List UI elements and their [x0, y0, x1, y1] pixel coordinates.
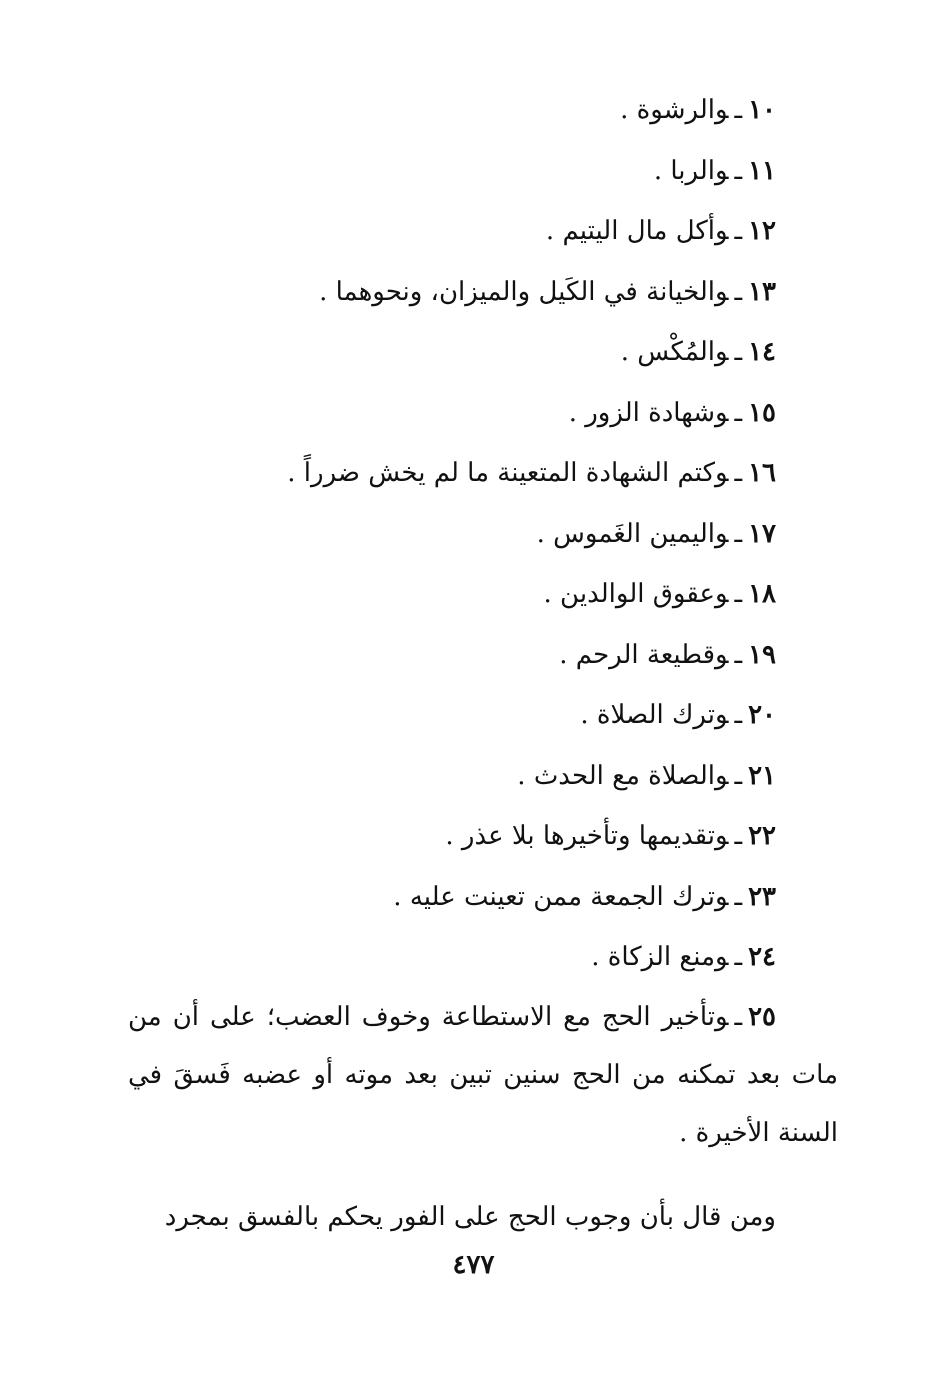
item-dash: ـ [734, 155, 743, 186]
item-number: ٢١ [748, 760, 776, 791]
list-item [128, 625, 838, 686]
list-item [128, 262, 838, 323]
item-dash: ـ [734, 458, 743, 488]
item-number: ١٨ [748, 579, 776, 609]
item-number: ٢٤ [748, 942, 776, 972]
item-text: وقطيعة الرحم . [559, 639, 729, 670]
item-text: وأكل مال اليتيم . [545, 216, 729, 246]
list-item [128, 564, 838, 625]
list-item [128, 927, 838, 988]
item-number: ١٤ [748, 337, 776, 367]
item-dash: ـ [734, 639, 743, 670]
list-item [128, 806, 838, 867]
item-number: ١٠ [748, 95, 776, 125]
list-item [128, 867, 838, 928]
list-item [128, 201, 838, 262]
item-dash: ـ [734, 700, 743, 730]
item-dash: ـ [734, 1001, 743, 1032]
item-number: ١٥ [748, 397, 776, 428]
page-number: ٤٧٧ [452, 1250, 495, 1280]
item-text: وتأخير الحج مع الاستطاعة وخوف العضب؛ على أن من مات بعد تمكنه من الحج سنين تبين بعد موته أو عضبه فَسقَ في السنة الأخيرة . [128, 1001, 838, 1148]
item-number: ٢٠ [748, 700, 776, 730]
item-number: ١٦ [748, 458, 776, 488]
item-text: وتقديمها وتأخيرها بلا عذر . [445, 821, 729, 851]
item-number: ١٩ [748, 639, 776, 670]
list-item [128, 80, 838, 141]
item-dash: ـ [734, 760, 743, 791]
page-body [128, 80, 838, 1272]
item-dash: ـ [734, 397, 743, 428]
item-dash: ـ [734, 942, 743, 972]
item-dash: ـ [734, 216, 743, 246]
item-number: ٢٢ [748, 821, 776, 851]
list-item [128, 685, 838, 746]
item-dash: ـ [734, 337, 743, 367]
list-item [128, 746, 838, 807]
item-text: والخيانة في الكَيل والميزان، ونحوهما . [319, 276, 729, 307]
item-text: وكتم الشهادة المتعينة ما لم يخش ضرراً . [287, 458, 729, 488]
list-item [128, 141, 838, 202]
item-text: وترك الصلاة . [580, 700, 729, 730]
item-dash: ـ [734, 881, 743, 912]
item-text: وعقوق الوالدين . [543, 579, 729, 609]
item-dash: ـ [734, 95, 743, 125]
numbered-list [128, 80, 838, 988]
item-number: ١١ [748, 155, 776, 186]
item-dash: ـ [734, 821, 743, 851]
item-text: وترك الجمعة ممن تعينت عليه . [393, 881, 729, 912]
list-item-paragraph [128, 988, 838, 1162]
list-item [128, 504, 838, 565]
list-item [128, 383, 838, 444]
item-text: والرشوة . [620, 95, 729, 125]
item-text: والمُكْس . [620, 337, 729, 367]
list-item [128, 443, 838, 504]
item-number: ٢٣ [748, 881, 776, 912]
item-number: ١٧ [748, 518, 776, 549]
item-text: واليمين الغَموس . [536, 518, 729, 549]
item-number: ٢٥ [748, 1001, 776, 1032]
item-text: وشهادة الزور . [568, 397, 729, 428]
item-dash: ـ [734, 518, 743, 549]
item-text: والصلاة مع الحدث . [517, 760, 729, 791]
item-text: ومنع الزكاة . [591, 942, 729, 972]
body-paragraph: ومن قال بأن وجوب الحج على الفور يحكم بالفسق بمجرد [164, 1201, 776, 1232]
item-dash: ـ [734, 276, 743, 307]
item-dash: ـ [734, 579, 743, 609]
item-text: والربا . [653, 155, 729, 186]
list-item [128, 322, 838, 383]
item-number: ١٣ [748, 276, 776, 307]
item-number: ١٢ [748, 216, 776, 246]
